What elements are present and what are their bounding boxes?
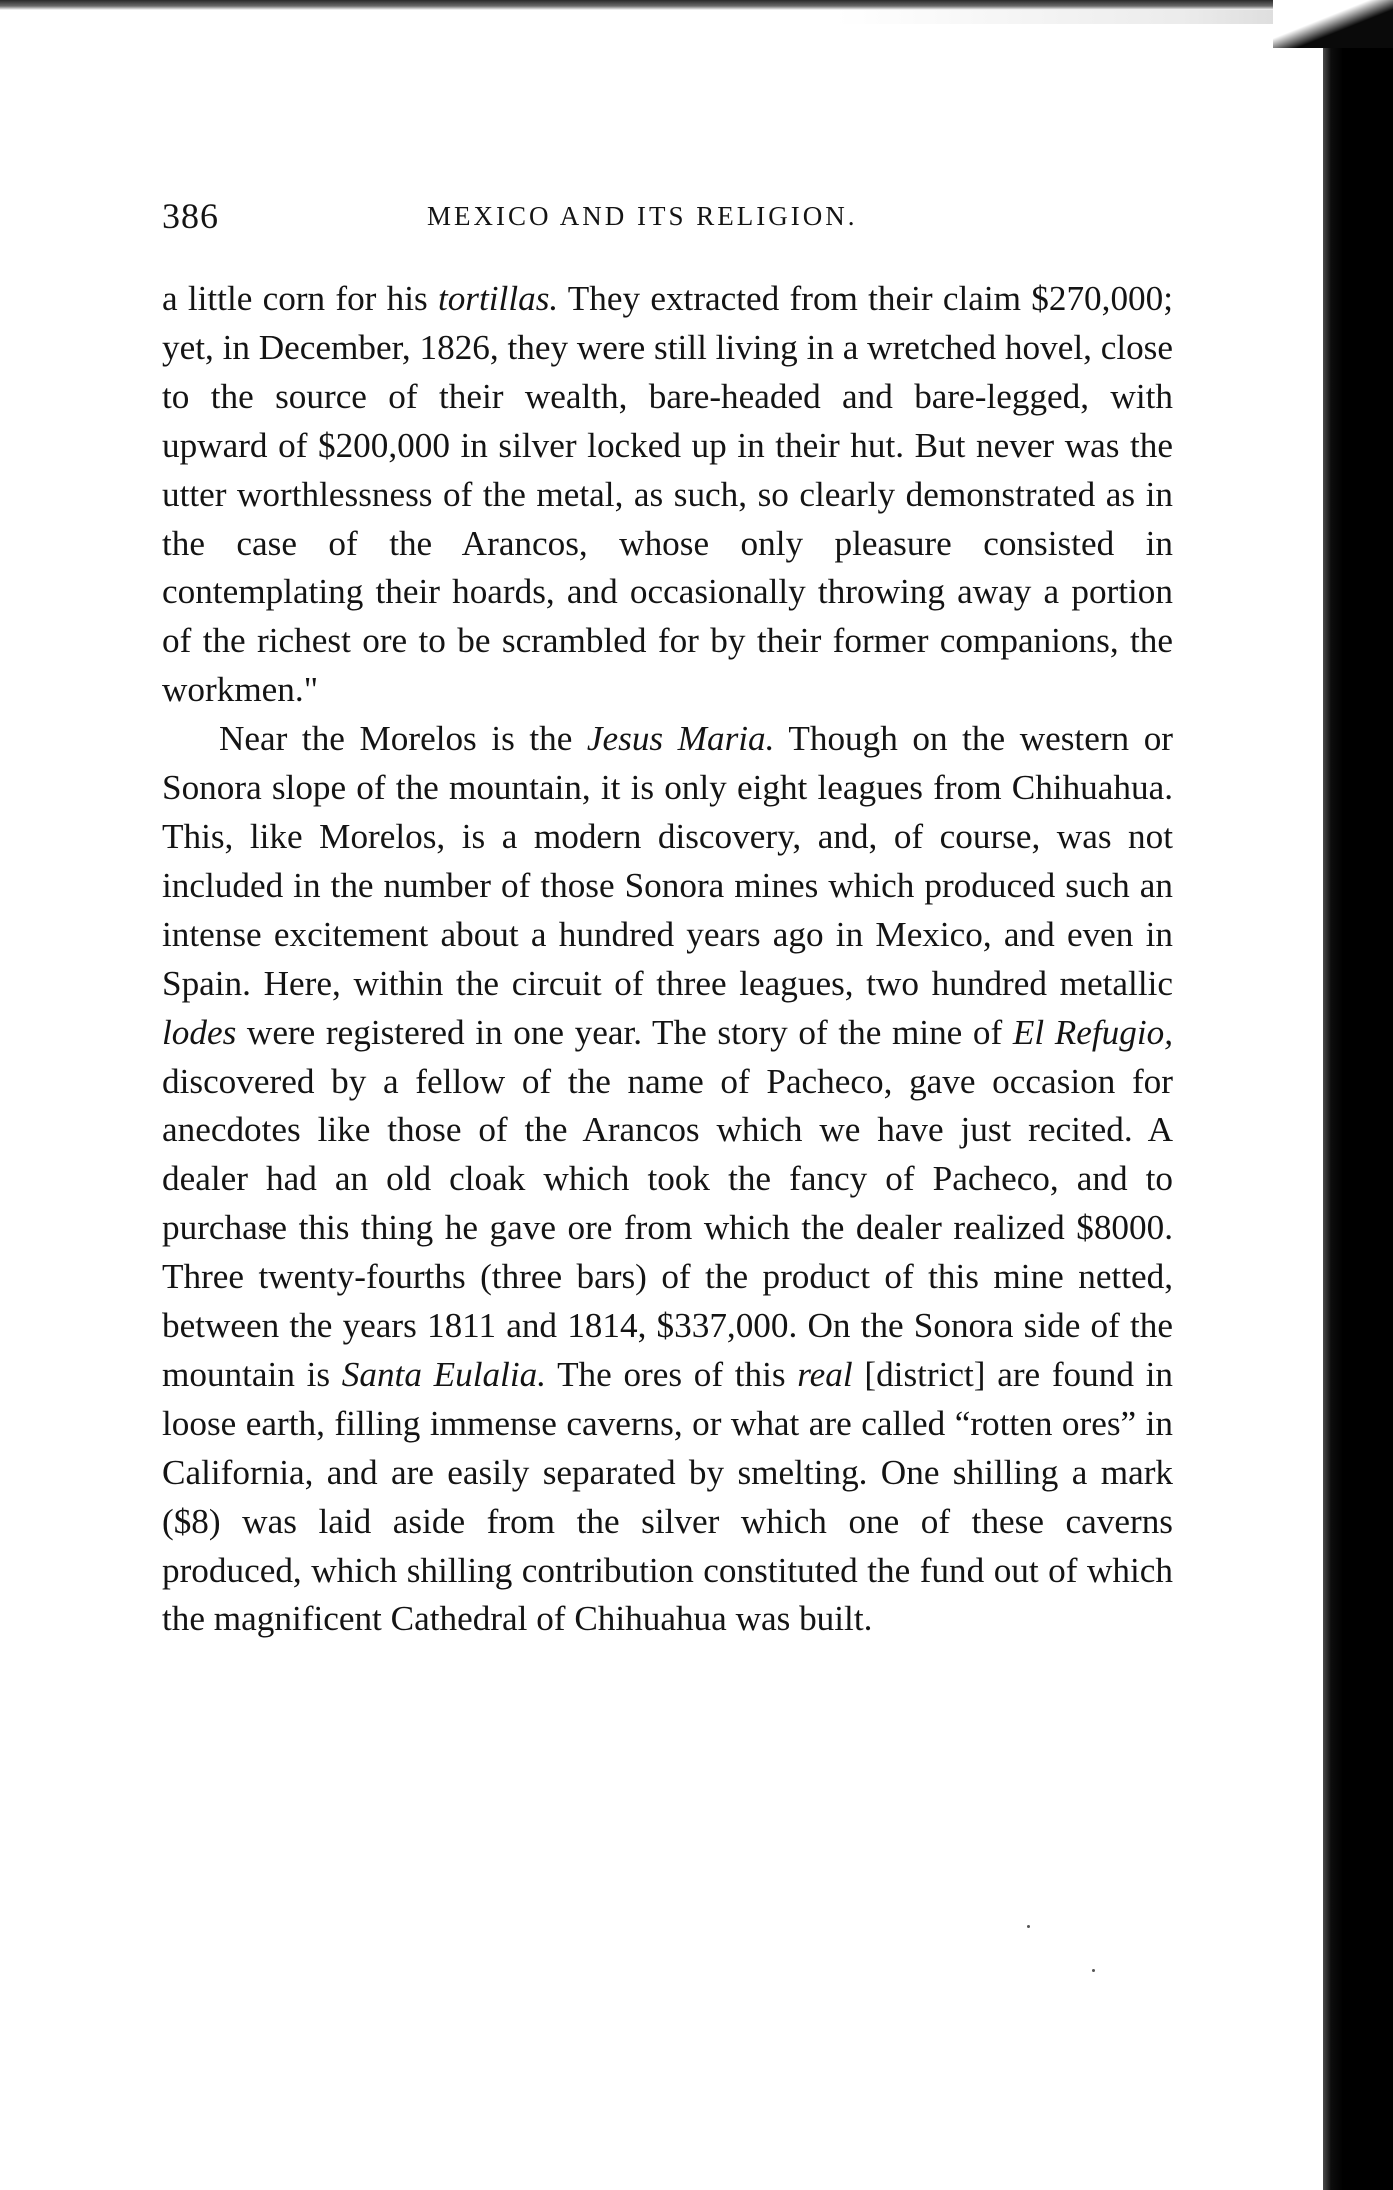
paragraph-2-italic: El Refugio, bbox=[1012, 1012, 1173, 1052]
paragraph-2-italic: real bbox=[797, 1354, 853, 1394]
paragraph-2-text: were registered in one year. The story of the mine of bbox=[236, 1012, 1013, 1052]
ink-speck bbox=[1092, 1969, 1095, 1972]
book-page bbox=[162, 195, 1173, 1644]
scan-top-border bbox=[0, 0, 1393, 10]
ink-speck bbox=[1027, 1925, 1030, 1928]
scan-right-edge bbox=[1323, 30, 1393, 2190]
running-title: MEXICO AND ITS RELIGION. bbox=[427, 201, 858, 231]
paragraph-1-italic: tortillas. bbox=[437, 279, 559, 318]
paragraph-2-text: Though on the western or Sonora slope of the mountain, it is only eight leagues from Chihuahua. This, like Morelos, is a modern discovery, and, of course, was not included in the number of those Sonora mines which produced such an intense excitement about a hundred years ago in Mexico, and even in Spain. Here, within the circuit of three leagues, two hundred metallic bbox=[162, 719, 1174, 1003]
paragraph-1-text: They extracted from their claim $270,000; yet, in December, 1826, they were still living in a wretched hovel, close to the source of their wealth, bare-headed and bare-legged, with upward of $200,000 in silver locked up in their hut. But never was the utter worthlessness of the metal, as such, so clearly demonstrated as in the case of the Arancos, whose only pleasure consisted in contemplating their hoards, and occasionally throwing away a portion of the richest ore to be scrambled for by their former companions, the workmen." bbox=[162, 279, 1173, 710]
paragraph-2-text: Near the Morelos is the bbox=[219, 719, 587, 759]
paragraph-1 bbox=[162, 275, 1173, 715]
paragraph-2 bbox=[162, 715, 1173, 1644]
paragraph-2-italic: lodes bbox=[162, 1012, 237, 1052]
paragraph-2-text: The ores of this bbox=[546, 1354, 798, 1394]
scan-corner-shadow bbox=[1273, 0, 1393, 48]
page-number: 386 bbox=[162, 196, 219, 236]
paragraph-2-italic: Santa Eulalia. bbox=[341, 1354, 547, 1394]
paragraph-2-italic: Jesus Maria. bbox=[586, 719, 775, 759]
paragraph-2-text: [district] are found in loose earth, filling immense caverns, or what are called “rotten ores” in California, and are easily separated by smelting. One shilling a mark ($8) was laid aside from the silver which one of these caverns produced, which shilling contribution constituted the fund out of which the magnificent Cathedral of Chihuahua was built. bbox=[162, 1354, 1173, 1639]
paragraph-2-text: discovered by a fellow of the name of Pacheco, gave occasion for anecdotes like those of the Arancos which we have just recited. A dealer had an old cloak which took the fancy of Pacheco, and to purchase this thing he gave ore from which the dealer realized $8000. Three twenty-fourths (three bars) of the product of this mine netted, between the years 1811 and 1814, $337,000. On the Sonora side of the mountain is bbox=[162, 1061, 1173, 1394]
scan-top-shadow bbox=[0, 10, 1393, 24]
running-head bbox=[162, 195, 1173, 247]
paragraph-1-text: a little corn for his bbox=[162, 279, 438, 318]
body-text bbox=[162, 275, 1173, 1644]
